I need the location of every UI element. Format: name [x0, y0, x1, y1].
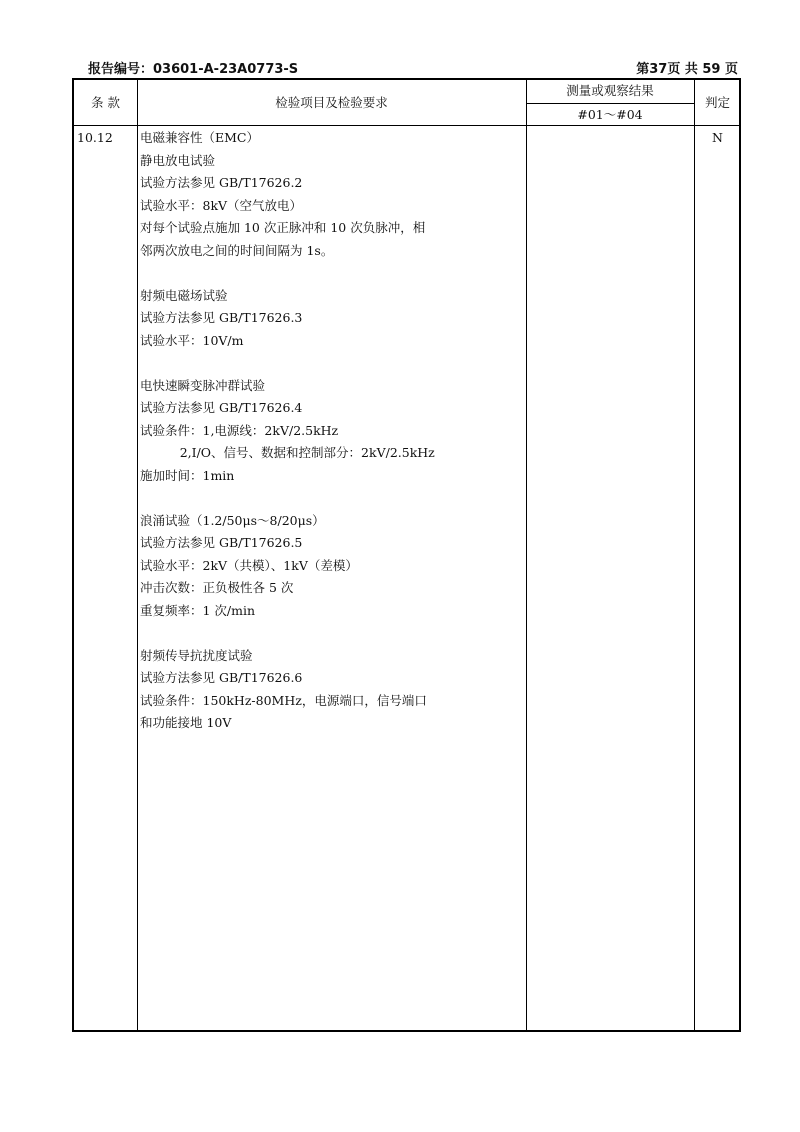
col-results-subheader: #01～#04: [577, 107, 643, 122]
col-results-header: 测量或观察结果: [566, 83, 654, 98]
item-line: 静电放电试验: [140, 152, 216, 168]
item-line: 冲击次数：正负极性各 5 次: [140, 580, 294, 595]
col-divider-2: [526, 80, 527, 1030]
col-verdict-header: 判定: [704, 95, 730, 110]
item-line: [140, 487, 435, 510]
item-line: 试验水平：10V/m: [140, 332, 244, 348]
report-number: 报告编号：03601-A-23A0773-S: [88, 62, 299, 77]
item-line: 试验条件：150kHz-80MHz，电源端口，信号端口: [140, 692, 427, 708]
item-line: 试验方法参见 GB/T17626.4: [140, 400, 303, 415]
item-line: 试验方法参见 GB/T17626.2: [140, 175, 303, 190]
item-line: 对每个试验点施加 10 次正脉冲和 10 次负脉冲，相: [140, 220, 426, 235]
item-line: 浪涌试验（1.2/50μs～8/20μs）: [140, 512, 325, 528]
item-line: 试验方法参见 GB/T17626.6: [140, 670, 303, 685]
verdict-value: N: [712, 130, 723, 145]
item-line: 和功能接地 10V: [140, 715, 232, 730]
inspection-table: [72, 78, 741, 1032]
col-divider-1: [137, 80, 138, 1030]
item-line: 试验方法参见 GB/T17626.5: [140, 535, 303, 550]
item-line: 射频电磁场试验: [140, 287, 228, 303]
col-items-header: 检验项目及检验要求: [275, 95, 388, 110]
item-line: 射频传导抗扰度试验: [140, 647, 253, 663]
col-divider-3: [694, 80, 695, 1030]
item-line: 重复频率：1 次/min: [140, 602, 256, 618]
item-line: 2,I/O、信号、数据和控制部分：2kV/2.5kHz: [140, 445, 435, 460]
col-clause-header: 条 款: [91, 95, 120, 110]
item-line: [140, 262, 435, 285]
item-line: 电磁兼容性（EMC）: [140, 130, 259, 145]
clause-number: 10.12: [77, 130, 113, 145]
results-sub-divider: [526, 103, 694, 104]
inspection-items: [140, 127, 435, 735]
item-line: 试验水平：2kV（共模）、1kV（差模）: [140, 557, 358, 573]
header-bottom-line: [74, 125, 739, 126]
item-line: 电快速瞬变脉冲群试验: [140, 377, 266, 393]
page-info: 第37页 共 59 页: [636, 62, 738, 77]
item-line: 邻两次放电之间的时间间隔为 1s。: [140, 242, 334, 258]
item-line: 施加时间：1min: [140, 467, 235, 483]
item-line: [140, 352, 435, 375]
item-line: 试验水平：8kV（空气放电）: [140, 197, 303, 213]
item-line: 试验方法参见 GB/T17626.3: [140, 310, 303, 325]
item-line: [140, 622, 435, 645]
item-line: 试验条件：1,电源线：2kV/2.5kHz: [140, 422, 339, 438]
